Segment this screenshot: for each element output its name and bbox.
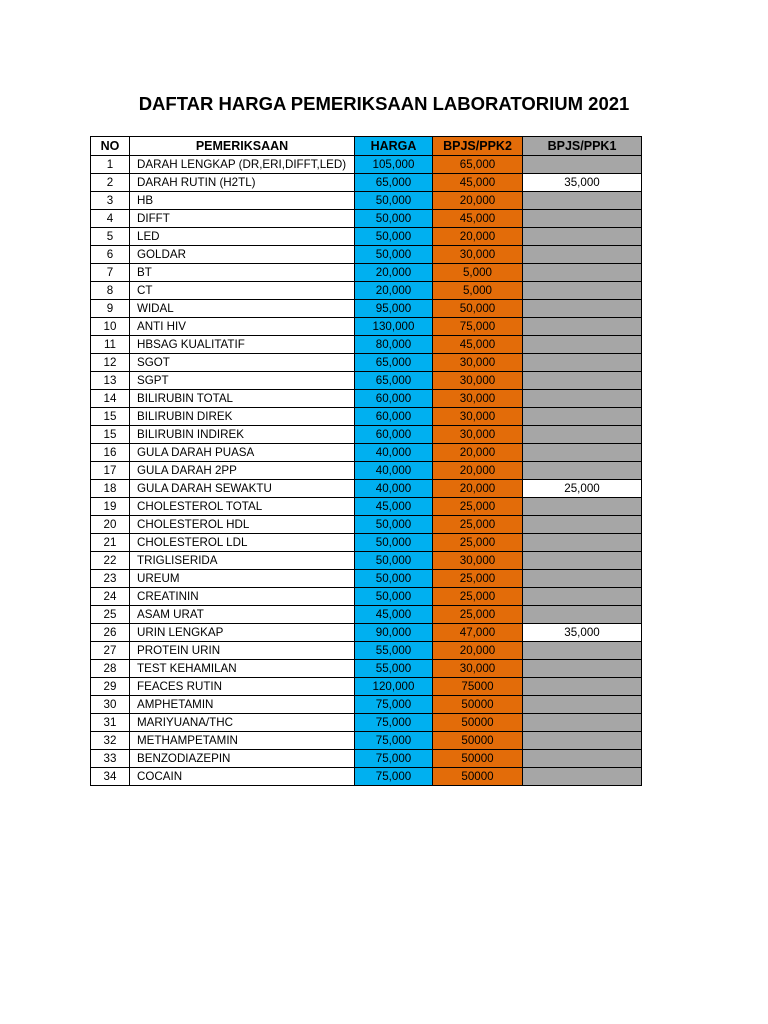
row-bpjs-ppk1-cell: [523, 354, 642, 372]
row-bpjs-ppk1-cell: [523, 750, 642, 768]
table-row: [91, 408, 642, 426]
row-pemeriksaan-cell: ANTI HIV: [130, 318, 355, 336]
row-bpjs-ppk1-cell: [523, 732, 642, 750]
table-row: [91, 642, 642, 660]
row-pemeriksaan-cell: HBSAG KUALITATIF: [130, 336, 355, 354]
row-no-cell: 11: [91, 336, 130, 354]
row-bpjs-ppk1-cell: [523, 192, 642, 210]
row-bpjs-ppk2-cell: 20,000: [433, 228, 523, 246]
row-bpjs-ppk1-cell: [523, 408, 642, 426]
row-bpjs-ppk1-cell: 35,000: [523, 624, 642, 642]
row-harga-cell: 75,000: [355, 732, 433, 750]
table-row: [91, 732, 642, 750]
row-pemeriksaan-cell: AMPHETAMIN: [130, 696, 355, 714]
row-harga-cell: 55,000: [355, 642, 433, 660]
row-pemeriksaan-cell: CT: [130, 282, 355, 300]
row-no-cell: 5: [91, 228, 130, 246]
row-no-cell: 31: [91, 714, 130, 732]
row-bpjs-ppk2-cell: 50000: [433, 750, 523, 768]
table-row: [91, 498, 642, 516]
row-bpjs-ppk1-cell: [523, 336, 642, 354]
row-no-cell: 14: [91, 390, 130, 408]
row-no-cell: 1: [91, 156, 130, 174]
row-harga-cell: 40,000: [355, 462, 433, 480]
row-pemeriksaan-cell: GOLDAR: [130, 246, 355, 264]
table-header-row: [91, 137, 642, 156]
row-no-cell: 26: [91, 624, 130, 642]
row-pemeriksaan-cell: URIN LENGKAP: [130, 624, 355, 642]
row-pemeriksaan-cell: GULA DARAH 2PP: [130, 462, 355, 480]
row-harga-cell: 65,000: [355, 174, 433, 192]
row-bpjs-ppk1-cell: [523, 714, 642, 732]
row-no-cell: 10: [91, 318, 130, 336]
row-pemeriksaan-cell: DARAH RUTIN (H2TL): [130, 174, 355, 192]
row-harga-cell: 75,000: [355, 768, 433, 786]
table-row: [91, 282, 642, 300]
row-pemeriksaan-cell: BENZODIAZEPIN: [130, 750, 355, 768]
row-no-cell: 23: [91, 570, 130, 588]
row-bpjs-ppk2-cell: 5,000: [433, 282, 523, 300]
row-bpjs-ppk1-cell: 25,000: [523, 480, 642, 498]
row-no-cell: 27: [91, 642, 130, 660]
row-bpjs-ppk2-cell: 30,000: [433, 246, 523, 264]
table-row: [91, 318, 642, 336]
row-pemeriksaan-cell: SGOT: [130, 354, 355, 372]
row-bpjs-ppk2-cell: 45,000: [433, 174, 523, 192]
table-row: [91, 426, 642, 444]
row-harga-cell: 75,000: [355, 750, 433, 768]
row-no-cell: 4: [91, 210, 130, 228]
table-row: [91, 534, 642, 552]
row-bpjs-ppk2-cell: 30,000: [433, 660, 523, 678]
row-no-cell: 8: [91, 282, 130, 300]
row-no-cell: 3: [91, 192, 130, 210]
table-row: [91, 228, 642, 246]
row-pemeriksaan-cell: PROTEIN URIN: [130, 642, 355, 660]
row-pemeriksaan-cell: CHOLESTEROL HDL: [130, 516, 355, 534]
table-row: [91, 300, 642, 318]
row-harga-cell: 130,000: [355, 318, 433, 336]
row-no-cell: 15: [91, 426, 130, 444]
row-bpjs-ppk2-cell: 30,000: [433, 408, 523, 426]
table-row: [91, 444, 642, 462]
table-row: [91, 390, 642, 408]
row-bpjs-ppk1-cell: [523, 606, 642, 624]
table-row: [91, 588, 642, 606]
row-bpjs-ppk1-cell: [523, 282, 642, 300]
row-no-cell: 7: [91, 264, 130, 282]
row-bpjs-ppk2-cell: 75,000: [433, 318, 523, 336]
row-bpjs-ppk1-cell: [523, 588, 642, 606]
row-bpjs-ppk1-cell: [523, 426, 642, 444]
table-row: [91, 264, 642, 282]
row-no-cell: 33: [91, 750, 130, 768]
row-bpjs-ppk2-cell: 30,000: [433, 426, 523, 444]
table-row: [91, 462, 642, 480]
row-pemeriksaan-cell: GULA DARAH SEWAKTU: [130, 480, 355, 498]
row-pemeriksaan-cell: BT: [130, 264, 355, 282]
row-no-cell: 19: [91, 498, 130, 516]
row-no-cell: 18: [91, 480, 130, 498]
row-bpjs-ppk2-cell: 47,000: [433, 624, 523, 642]
row-pemeriksaan-cell: BILIRUBIN DIREK: [130, 408, 355, 426]
row-bpjs-ppk2-cell: 20,000: [433, 462, 523, 480]
row-bpjs-ppk2-cell: 20,000: [433, 192, 523, 210]
row-bpjs-ppk2-cell: 20,000: [433, 444, 523, 462]
row-bpjs-ppk1-cell: [523, 228, 642, 246]
row-no-cell: 16: [91, 444, 130, 462]
row-bpjs-ppk2-cell: 30,000: [433, 354, 523, 372]
row-harga-cell: 90,000: [355, 624, 433, 642]
row-bpjs-ppk2-cell: 25,000: [433, 588, 523, 606]
row-bpjs-ppk1-cell: [523, 462, 642, 480]
page-title: DAFTAR HARGA PEMERIKSAAN LABORATORIUM 2021: [138, 93, 630, 114]
table-row: [91, 660, 642, 678]
table-row: [91, 768, 642, 786]
row-pemeriksaan-cell: CREATININ: [130, 588, 355, 606]
row-no-cell: 24: [91, 588, 130, 606]
row-no-cell: 28: [91, 660, 130, 678]
row-bpjs-ppk1-cell: [523, 696, 642, 714]
row-harga-cell: 50,000: [355, 210, 433, 228]
row-no-cell: 13: [91, 372, 130, 390]
row-harga-cell: 50,000: [355, 534, 433, 552]
row-no-cell: 9: [91, 300, 130, 318]
row-pemeriksaan-cell: BILIRUBIN TOTAL: [130, 390, 355, 408]
row-harga-cell: 20,000: [355, 282, 433, 300]
row-bpjs-ppk2-cell: 65,000: [433, 156, 523, 174]
row-harga-cell: 60,000: [355, 390, 433, 408]
row-bpjs-ppk2-cell: 75000: [433, 678, 523, 696]
row-harga-cell: 50,000: [355, 552, 433, 570]
row-bpjs-ppk2-cell: 25,000: [433, 534, 523, 552]
row-no-cell: 30: [91, 696, 130, 714]
row-bpjs-ppk1-cell: 35,000: [523, 174, 642, 192]
row-harga-cell: 50,000: [355, 192, 433, 210]
row-harga-cell: 65,000: [355, 354, 433, 372]
row-pemeriksaan-cell: ASAM URAT: [130, 606, 355, 624]
row-pemeriksaan-cell: WIDAL: [130, 300, 355, 318]
row-bpjs-ppk2-cell: 30,000: [433, 372, 523, 390]
row-bpjs-ppk1-cell: [523, 642, 642, 660]
header-pemeriksaan: PEMERIKSAAN: [130, 137, 355, 156]
price-table: [90, 136, 642, 786]
row-bpjs-ppk1-cell: [523, 534, 642, 552]
header-no: NO: [91, 137, 130, 156]
table-row: [91, 372, 642, 390]
table-row: [91, 696, 642, 714]
table-row: [91, 210, 642, 228]
table-row: [91, 624, 642, 642]
row-bpjs-ppk2-cell: 45,000: [433, 210, 523, 228]
row-no-cell: 17: [91, 462, 130, 480]
row-harga-cell: 45,000: [355, 606, 433, 624]
row-bpjs-ppk1-cell: [523, 210, 642, 228]
row-pemeriksaan-cell: DARAH LENGKAP (DR,ERI,DIFFT,LED): [130, 156, 355, 174]
row-pemeriksaan-cell: LED: [130, 228, 355, 246]
row-pemeriksaan-cell: FEACES RUTIN: [130, 678, 355, 696]
row-no-cell: 12: [91, 354, 130, 372]
row-no-cell: 21: [91, 534, 130, 552]
row-harga-cell: 60,000: [355, 426, 433, 444]
table-row: [91, 714, 642, 732]
row-bpjs-ppk1-cell: [523, 516, 642, 534]
row-harga-cell: 80,000: [355, 336, 433, 354]
table-row: [91, 552, 642, 570]
row-no-cell: 15: [91, 408, 130, 426]
row-bpjs-ppk1-cell: [523, 444, 642, 462]
row-bpjs-ppk1-cell: [523, 372, 642, 390]
row-no-cell: 2: [91, 174, 130, 192]
row-bpjs-ppk2-cell: 50,000: [433, 300, 523, 318]
row-harga-cell: 75,000: [355, 696, 433, 714]
row-no-cell: 29: [91, 678, 130, 696]
row-bpjs-ppk2-cell: 20,000: [433, 480, 523, 498]
row-harga-cell: 45,000: [355, 498, 433, 516]
table-row: [91, 480, 642, 498]
row-bpjs-ppk2-cell: 25,000: [433, 498, 523, 516]
row-harga-cell: 50,000: [355, 588, 433, 606]
row-bpjs-ppk2-cell: 20,000: [433, 642, 523, 660]
row-harga-cell: 75,000: [355, 714, 433, 732]
row-bpjs-ppk2-cell: 25,000: [433, 606, 523, 624]
table-row: [91, 336, 642, 354]
row-pemeriksaan-cell: SGPT: [130, 372, 355, 390]
row-pemeriksaan-cell: BILIRUBIN INDIREK: [130, 426, 355, 444]
row-bpjs-ppk1-cell: [523, 498, 642, 516]
row-harga-cell: 50,000: [355, 228, 433, 246]
row-bpjs-ppk2-cell: 25,000: [433, 570, 523, 588]
table-body: [91, 156, 642, 786]
row-harga-cell: 60,000: [355, 408, 433, 426]
row-pemeriksaan-cell: TRIGLISERIDA: [130, 552, 355, 570]
table-row: [91, 174, 642, 192]
row-bpjs-ppk1-cell: [523, 318, 642, 336]
row-pemeriksaan-cell: HB: [130, 192, 355, 210]
row-bpjs-ppk1-cell: [523, 246, 642, 264]
row-harga-cell: 50,000: [355, 516, 433, 534]
row-bpjs-ppk2-cell: 50000: [433, 714, 523, 732]
row-harga-cell: 95,000: [355, 300, 433, 318]
table-row: [91, 606, 642, 624]
row-bpjs-ppk2-cell: 25,000: [433, 516, 523, 534]
row-harga-cell: 65,000: [355, 372, 433, 390]
row-no-cell: 32: [91, 732, 130, 750]
table-row: [91, 570, 642, 588]
row-harga-cell: 50,000: [355, 570, 433, 588]
row-bpjs-ppk1-cell: [523, 156, 642, 174]
row-harga-cell: 40,000: [355, 444, 433, 462]
row-bpjs-ppk1-cell: [523, 552, 642, 570]
table-row: [91, 516, 642, 534]
row-bpjs-ppk1-cell: [523, 390, 642, 408]
row-no-cell: 6: [91, 246, 130, 264]
table-row: [91, 678, 642, 696]
table-row: [91, 246, 642, 264]
row-pemeriksaan-cell: GULA DARAH PUASA: [130, 444, 355, 462]
row-bpjs-ppk2-cell: 5,000: [433, 264, 523, 282]
row-harga-cell: 120,000: [355, 678, 433, 696]
row-no-cell: 20: [91, 516, 130, 534]
table-row: [91, 354, 642, 372]
row-pemeriksaan-cell: METHAMPETAMIN: [130, 732, 355, 750]
row-bpjs-ppk2-cell: 50000: [433, 732, 523, 750]
row-pemeriksaan-cell: CHOLESTEROL LDL: [130, 534, 355, 552]
row-bpjs-ppk1-cell: [523, 678, 642, 696]
row-no-cell: 22: [91, 552, 130, 570]
row-bpjs-ppk2-cell: 50000: [433, 696, 523, 714]
row-no-cell: 34: [91, 768, 130, 786]
row-bpjs-ppk1-cell: [523, 264, 642, 282]
row-pemeriksaan-cell: UREUM: [130, 570, 355, 588]
row-pemeriksaan-cell: COCAIN: [130, 768, 355, 786]
row-pemeriksaan-cell: TEST KEHAMILAN: [130, 660, 355, 678]
row-harga-cell: 40,000: [355, 480, 433, 498]
row-bpjs-ppk1-cell: [523, 570, 642, 588]
row-bpjs-ppk2-cell: 30,000: [433, 390, 523, 408]
row-bpjs-ppk1-cell: [523, 768, 642, 786]
row-harga-cell: 105,000: [355, 156, 433, 174]
table-row: [91, 192, 642, 210]
row-bpjs-ppk2-cell: 50000: [433, 768, 523, 786]
row-pemeriksaan-cell: CHOLESTEROL TOTAL: [130, 498, 355, 516]
header-bpjs-ppk2: BPJS/PPK2: [433, 137, 523, 156]
row-pemeriksaan-cell: DIFFT: [130, 210, 355, 228]
row-bpjs-ppk2-cell: 45,000: [433, 336, 523, 354]
table-row: [91, 156, 642, 174]
row-bpjs-ppk2-cell: 30,000: [433, 552, 523, 570]
header-bpjs-ppk1: BPJS/PPK1: [523, 137, 642, 156]
row-pemeriksaan-cell: MARIYUANA/THC: [130, 714, 355, 732]
header-harga: HARGA: [355, 137, 433, 156]
row-harga-cell: 55,000: [355, 660, 433, 678]
table-row: [91, 750, 642, 768]
row-bpjs-ppk1-cell: [523, 300, 642, 318]
row-bpjs-ppk1-cell: [523, 660, 642, 678]
row-no-cell: 25: [91, 606, 130, 624]
row-harga-cell: 50,000: [355, 246, 433, 264]
row-harga-cell: 20,000: [355, 264, 433, 282]
